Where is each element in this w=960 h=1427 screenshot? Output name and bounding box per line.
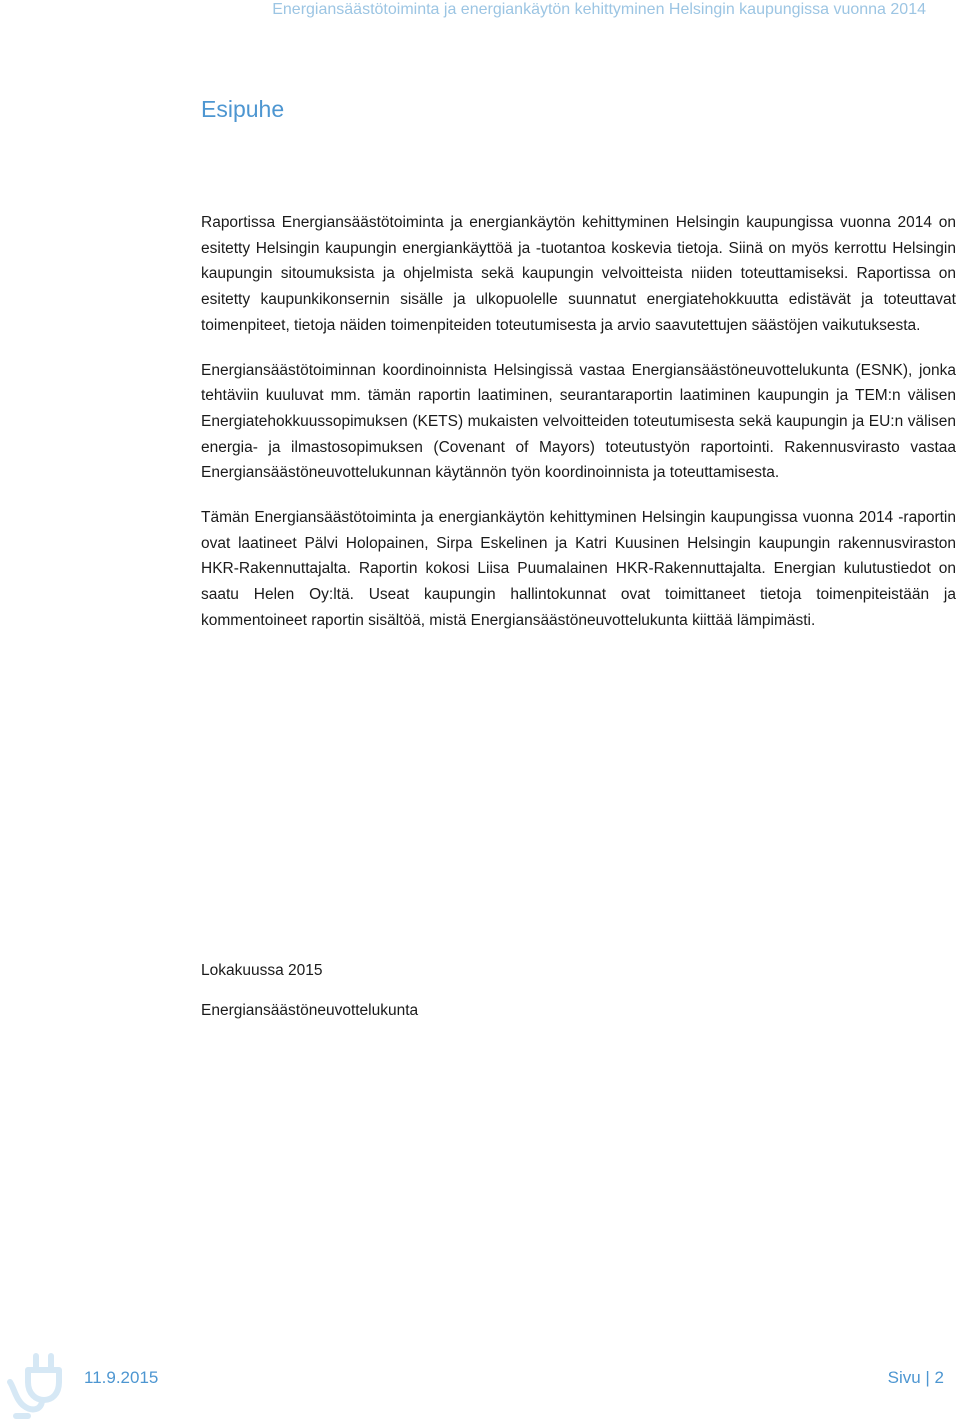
footer-page-number: Sivu | 2 [887,1368,944,1387]
paragraph-coordination: Energiansäästötoiminnan koordinoinnista Helsingissä vastaa Energiansäästöneuvottelukunta (ESNK), jonka tehtäviin kuuluvat mm. tämän raportin laatiminen, seurantaraportin laatiminen kaupungin ja TEM:n välisen Energiatehokkuussopimuksen (KETS) mukaisten velvoitteiden toteutumisesta sekä kaupungin ja EU:n välisen energia- ja ilmastosopimuksen (Covenant of Mayors) toteutustyön raportointi. Rakennusvirasto vastaa Energiansäästöneuvottelukunnan käytännön työn koordinoinnista ja toteuttamisesta. [201,361,956,482]
signature-organization: Energiansäästöneuvottelukunta [201,1002,419,1019]
paragraph-intro: Raportissa Energiansäästötoiminta ja energiankäytön kehittyminen Helsingin kaupungissa vuonna 2014 on esitetty Helsingin kaupungin energiankäyttöä ja -tuotantoa koskevia tietoja. Siinä on myös kerrottu Helsingin kaupungin sitoumuksista ja ohjelmista sekä kaupungin velvoitteista niiden toteuttamiseksi. Raportissa on esitetty kaupunkikonsernin sisälle ja ulkopuolelle suunnatut energiatehokkuutta edistävät ja toteuttavat toimenpiteet, tietoja näiden toimenpiteiden toteutumisesta ja arvio saavutettujen säästöjen vaikutuksesta. [201,214,956,334]
plug-icon [4,1352,62,1422]
paragraph-authors: Tämän Energiansäästötoiminta ja energiankäytön kehittyminen Helsingin kaupungissa vuonna 2014 -raportin ovat laatineet Pälvi Holopainen, Sirpa Eskelinen ja Katri Kuusinen Helsingin kaupungin rakennusviraston HKR-Rakennuttajalta. Raportin kokosi Liisa Puumalainen HKR-Rakennuttajalta. Energian kulutustiedot on saatu Helen Oy:ltä. Useat kaupungin hallintokunnat ovat toimittaneet tietoja toimenpiteistään ja kommentoineet raportin sisältöä, mistä Energiansäästöneuvottelukunta kiittää lämpimästi. [201,509,956,629]
body-text [201,210,956,653]
signature-date: Lokakuussa 2015 [201,962,323,979]
footer-date: 11.9.2015 [84,1368,159,1387]
signature-block [201,960,418,1022]
section-title: Esipuhe [201,96,285,122]
running-header: Energiansäästötoiminta ja energiankäytön kehittyminen Helsingin kaupungissa vuonna 2014 [272,1,926,18]
